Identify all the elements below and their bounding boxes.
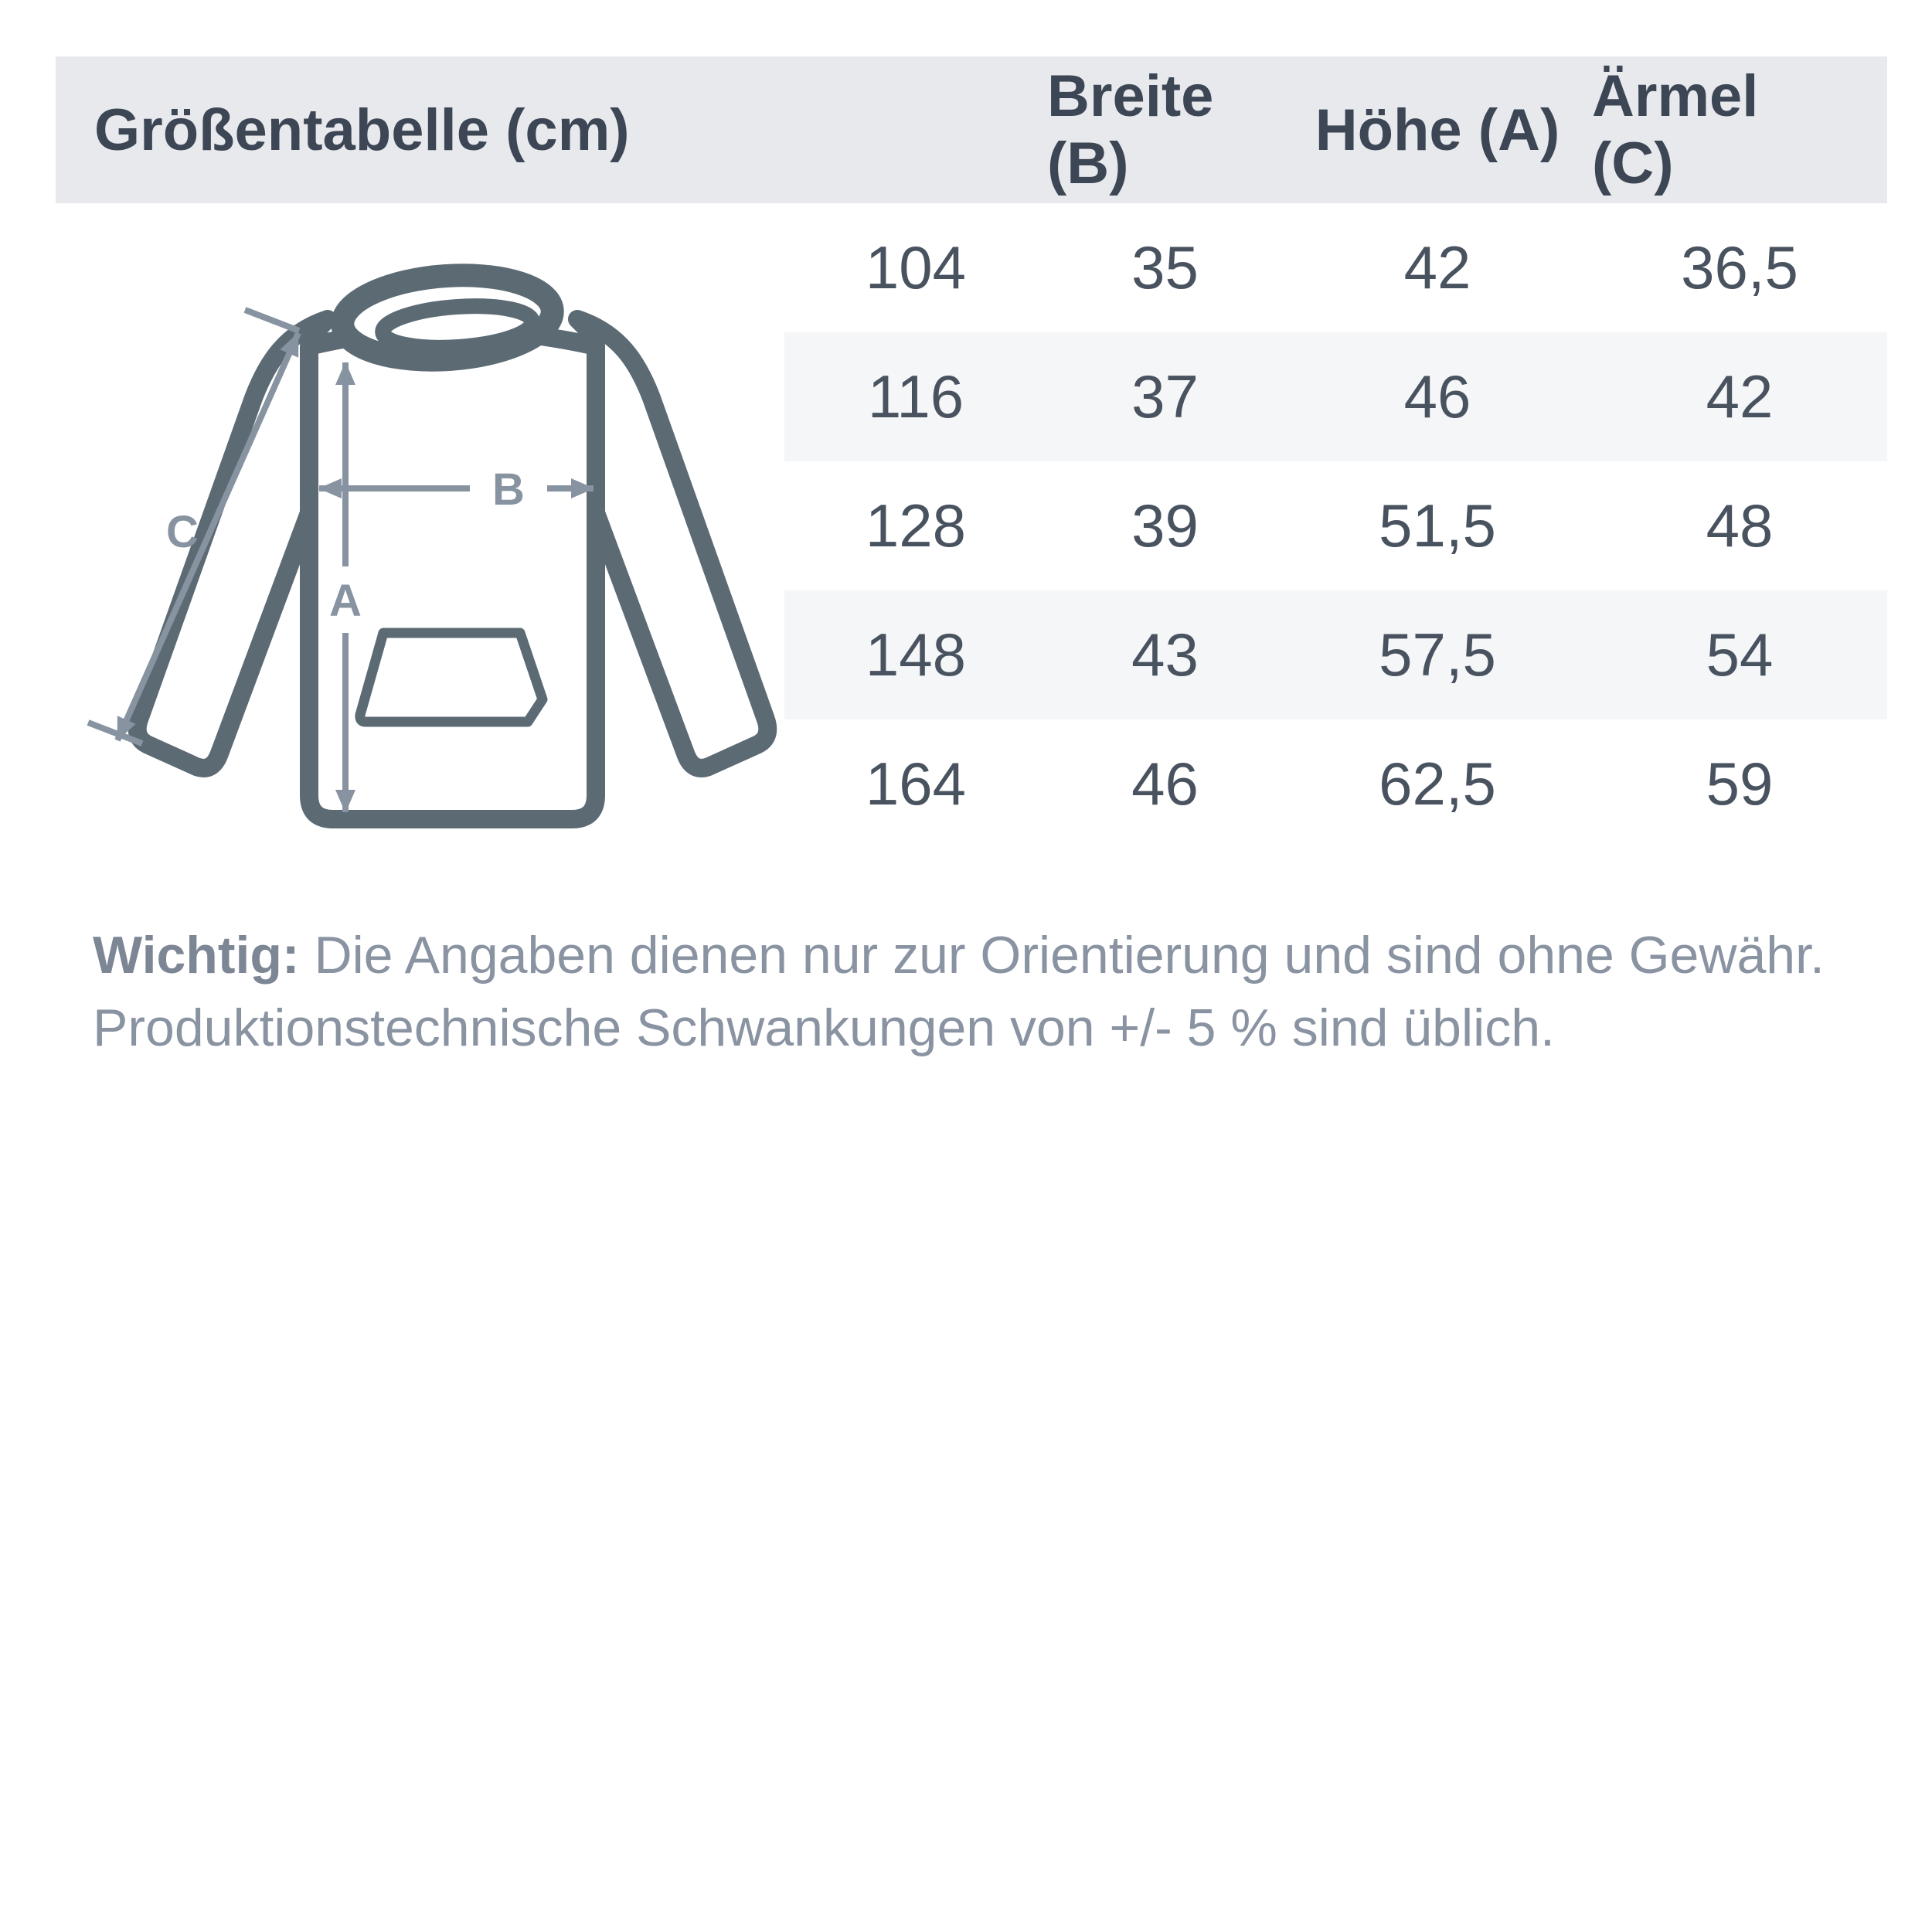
note-important-label: Wichtig:	[93, 926, 300, 985]
hoodie-measurement-figure	[56, 203, 784, 849]
cell-size: 164	[865, 750, 967, 818]
cell-hoehe: 42	[1403, 233, 1471, 301]
cell-hoehe: 57,5	[1379, 621, 1496, 689]
hoodie-right-sleeve	[577, 319, 767, 768]
cell-size: 104	[865, 233, 967, 301]
cell-hoehe: 51,5	[1379, 492, 1496, 560]
cell-size: 116	[867, 362, 964, 430]
table-row	[784, 332, 1887, 461]
cell-hoehe: 46	[1403, 362, 1471, 430]
cell-aermel: 42	[1706, 362, 1774, 430]
size-table	[784, 203, 1887, 849]
column-header-breite: Breite (B)	[1047, 63, 1214, 196]
cell-breite: 35	[1131, 233, 1199, 301]
cell-aermel: 48	[1706, 492, 1774, 560]
size-chart-header	[56, 56, 1887, 203]
measure-label-c: C	[166, 507, 199, 557]
important-note	[93, 919, 1825, 1064]
cell-breite: 43	[1131, 621, 1199, 689]
cell-breite: 39	[1131, 492, 1199, 560]
size-chart-title: Größentabelle (cm)	[94, 97, 630, 163]
hoodie-body	[309, 330, 596, 820]
table-row	[784, 590, 1887, 719]
cell-breite: 46	[1131, 750, 1199, 818]
note-line-2: Produktionstechnische Schwankungen von +/- 5 % sind üblich.	[93, 998, 1555, 1057]
column-header-hoehe: Höhe (A)	[1315, 97, 1560, 163]
cell-size: 148	[865, 621, 967, 689]
table-row	[784, 203, 1887, 332]
cell-aermel: 59	[1706, 750, 1774, 818]
column-header-aermel: Ärmel (C)	[1592, 63, 1759, 196]
cell-aermel: 54	[1706, 621, 1774, 689]
hoodie-diagram-svg	[56, 203, 784, 849]
measure-label-a: A	[329, 576, 362, 626]
cell-aermel: 36,5	[1681, 233, 1798, 301]
table-row	[784, 719, 1887, 849]
measure-c-tick-top	[245, 310, 299, 331]
cell-size: 128	[865, 492, 967, 560]
size-chart-body	[56, 203, 1887, 849]
cell-breite: 37	[1131, 362, 1199, 430]
table-row	[784, 461, 1887, 590]
hoodie-pocket	[360, 633, 543, 722]
cell-hoehe: 62,5	[1379, 750, 1496, 818]
note-line-1: Die Angaben dienen nur zur Orientierung und sind ohne Gewähr.	[314, 926, 1825, 985]
measure-label-b: B	[492, 464, 525, 515]
